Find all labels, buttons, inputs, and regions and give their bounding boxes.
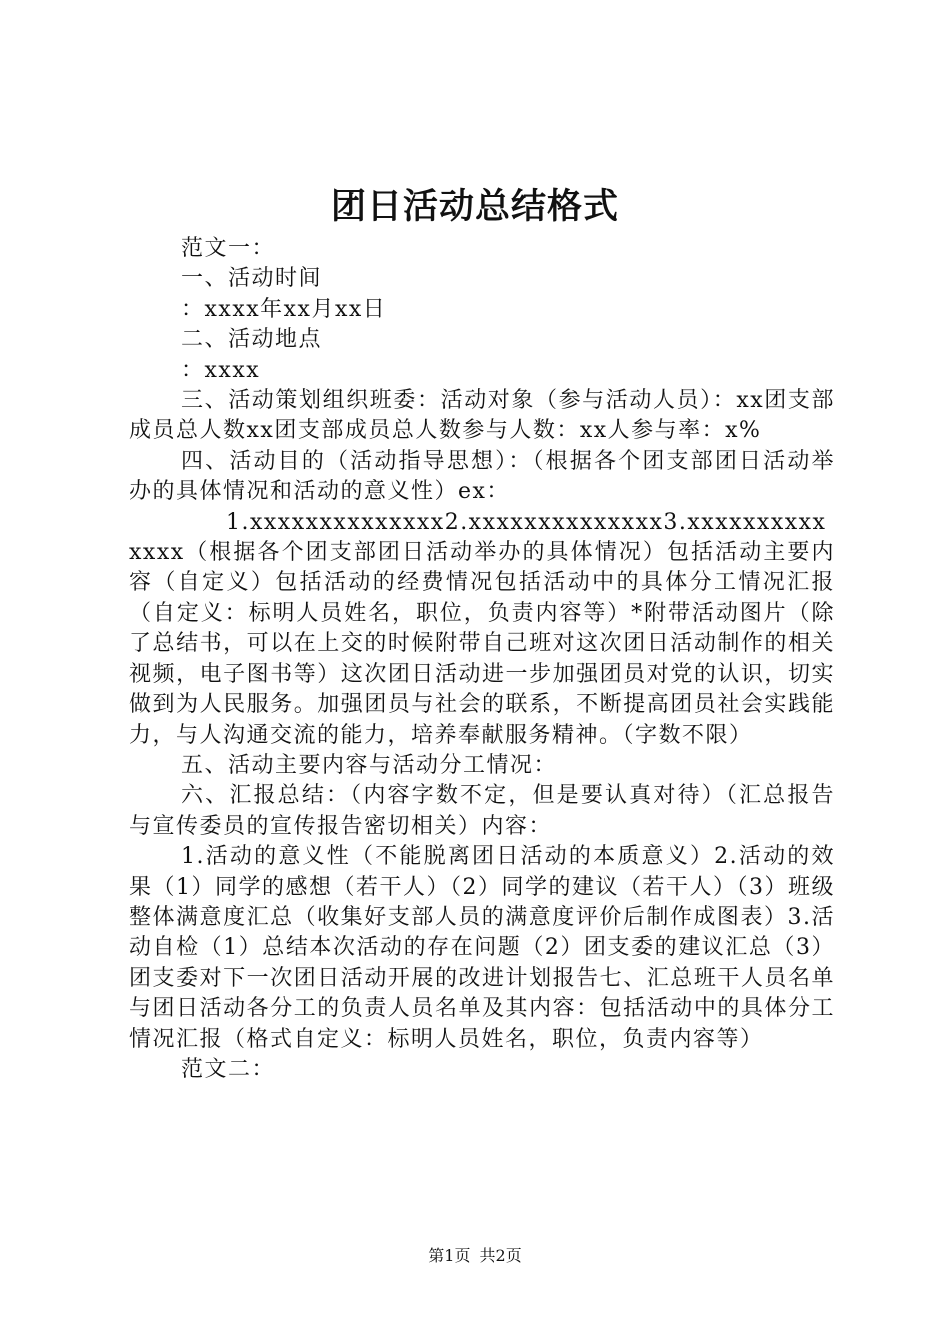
document-title: 团日活动总结格式 [330,187,619,227]
paragraph-section-4-detail: 1.xxxxxxxxxxxxxx2.xxxxxxxxxxxxxx3.xxxxxxxxxxxxxx（根据各个团支部团日活动举办的具体情况）包括活动主要内容（自定义）包括活动的经费情况包括活动中的具体分工情况汇报（自定义：标明人员姓名，职位，负责内容等）*附带活动图片（除了总结书，可以在上交的时候附带自己班对这次团日活动制作的相关视频，电子图书等）这次团日活动进一步加强团员对党的认识，切实做到为人民服务。加强团员与社会的联系，不断提高团员社会实践能力，与人沟通交流的能力，培养奉献服务精神。（字数不限） [129,509,835,748]
paragraph-section-4: 四、活动目的（活动指导思想）：（根据各个团支部团日活动举办的具体情况和活动的意义性）ex： [129,448,835,505]
document-body [129,234,835,1085]
paragraph-section-6: 六、汇报总结：（内容字数不定，但是要认真对待）（汇总报告与宣传委员的宣传报告密切相关）内容： [129,783,835,839]
paragraph-section-1-value: ：xxxx年xx月xx日 [181,296,387,322]
paragraph-fanwen-1: 范文一： [181,236,276,261]
paragraph-section-5: 五、活动主要内容与活动分工情况： [181,752,558,778]
paragraph-section-2-heading: 二、活动地点 [181,327,323,353]
paragraph-section-1-heading: 一、活动时间 [181,266,323,292]
page-footer: 第1页 共2页 [428,1246,522,1265]
paragraph-section-6-detail: 1.活动的意义性（不能脱离团日活动的本质意义）2.活动的效果（1）同学的感想（若干人）（2）同学的建议（若干人）（3）班级整体满意度汇总（收集好支部人员的满意度评价后制作成图表）3.活动自检（1）总结本次活动的存在问题（2）团支委的建议汇总（3）团支委对下一次团日活动开展的改进计划报告七、汇总班干人员名单与团日活动各分工的负责人员名单及其内容：包括活动中的具体分工情况汇报（格式自定义：标明人员姓名，职位，负责内容等） [129,844,835,1052]
paragraph-section-3: 三、活动策划组织班委：活动对象（参与活动人员）：xx团支部成员总人数xx团支部成员总人数参与人数：xx人参与率：x% [129,388,835,444]
paragraph-fanwen-2: 范文二： [181,1056,276,1082]
paragraph-section-2-value: ：xxxx [181,357,261,383]
